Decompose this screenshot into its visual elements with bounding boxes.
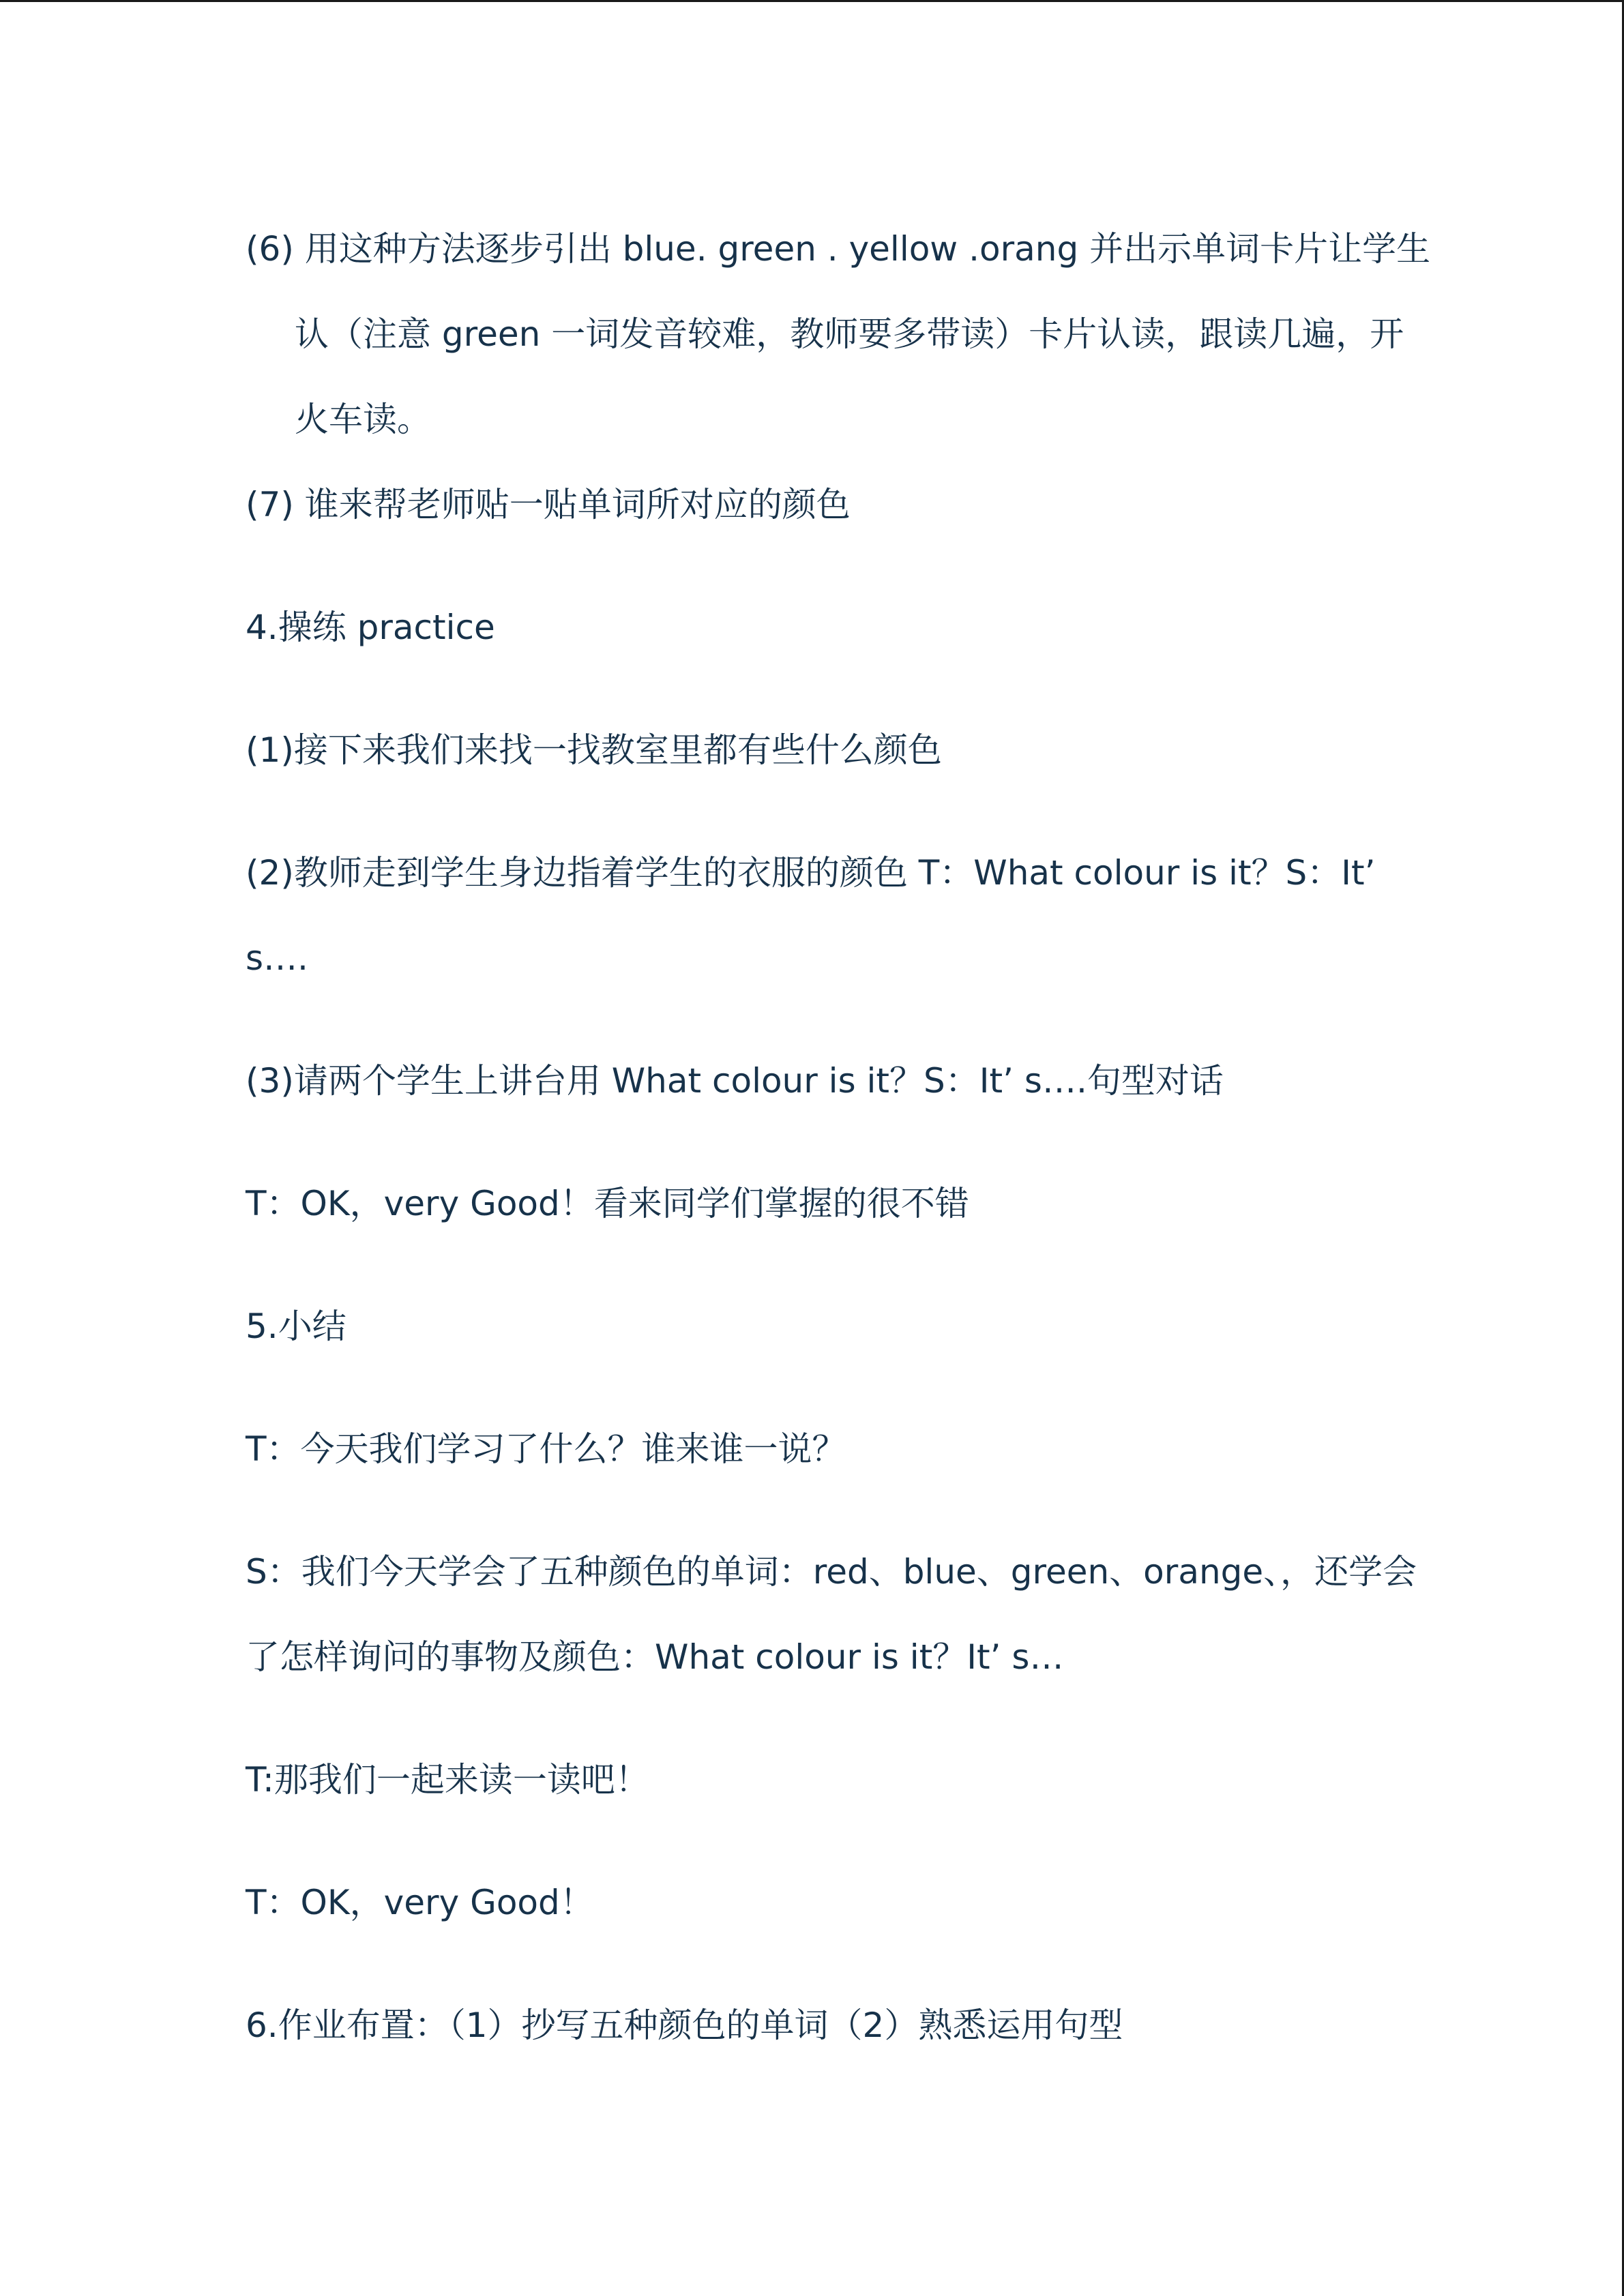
- paragraph-line: S：我们今天学会了五种颜色的单词：red、blue、green、orange、，还学会: [246, 1552, 1417, 1592]
- paragraph-teacher-praise-2: T：OK，very Good！: [246, 1883, 594, 1922]
- paragraph-practice-1: (1)接下来我们来找一找教室里都有些什么颜色: [246, 730, 942, 770]
- paragraph-line: 了怎样询问的事物及颜色：What colour is it？It’ s…: [246, 1637, 1064, 1677]
- section-heading-practice: 4.操练 practice: [246, 608, 495, 647]
- paragraph-teacher-praise: T：OK，very Good！看来同学们掌握的很不错: [246, 1184, 969, 1223]
- paragraph-student-answer: [246, 1530, 1417, 1700]
- paragraph-step-7: (7) 谁来帮老师贴一贴单词所对应的颜色: [246, 485, 851, 524]
- paragraph-practice-3: (3)请两个学生上讲台用 What colour is it？S：It’ s….句型对话: [246, 1061, 1224, 1101]
- paragraph-line: 认（注意 green 一词发音较难，教师要多带读）卡片认读，跟读几遍，开: [295, 314, 1404, 354]
- paragraph-teacher-question: T：今天我们学习了什么？谁来谁一说？: [246, 1429, 846, 1469]
- paragraph-step-6: [246, 207, 1431, 462]
- paragraph-read-together: T:那我们一起来读一读吧！: [246, 1760, 649, 1800]
- paragraph-line: s….: [246, 938, 308, 978]
- section-heading-summary: 5.小结: [246, 1307, 346, 1346]
- section-heading-homework: 6.作业布置：（1）抄写五种颜色的单词（2）熟悉运用句型: [246, 2006, 1123, 2045]
- paragraph-line: (6) 用这种方法逐步引出 blue. green . yellow .orang 并出示单词卡片让学生: [246, 229, 1431, 269]
- paragraph-line: (2)教师走到学生身边指着学生的衣服的颜色 T：What colour is it？S：It’: [246, 853, 1376, 893]
- document-body: [246, 207, 1431, 2068]
- paragraph-line: 火车读。: [295, 400, 431, 439]
- paragraph-practice-2: [246, 831, 1391, 1001]
